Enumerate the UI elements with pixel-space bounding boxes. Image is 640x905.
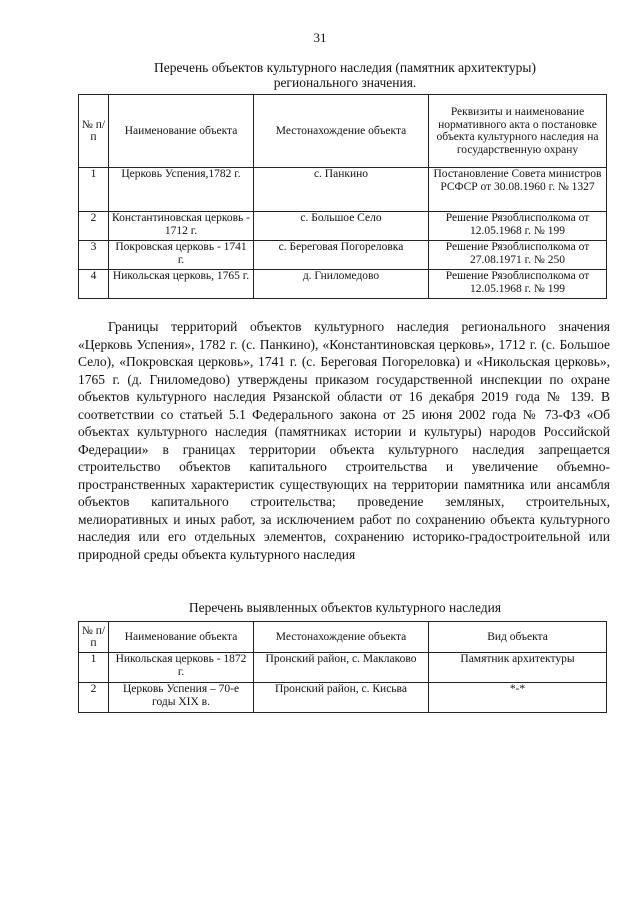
table-header-row (79, 622, 607, 653)
cell-num: 3 (79, 241, 109, 270)
table-header-row (79, 95, 607, 168)
header-location: Местонахождение объекта (254, 95, 429, 168)
header-name: Наименование объекта (109, 95, 254, 168)
cell-name: Церковь Успения – 70-е годы XIX в. (109, 683, 254, 713)
cell-details: Решение Рязоблисполкома от 12.05.1968 г. № 199 (429, 270, 607, 299)
cell-name: Константиновская церковь - 1712 г. (109, 212, 254, 241)
header-details: Реквизиты и наименование нормативного акта о постановке объекта культурного наследия на государственную охрану (429, 95, 607, 168)
table-row (79, 168, 607, 212)
table1-title-line1: Перечень объектов культурного наследия (памятник архитектуры) (154, 60, 536, 75)
header-num: № п/п (79, 622, 109, 653)
table1-title-line2: регионального значения. (273, 75, 417, 90)
cell-num: 1 (79, 653, 109, 683)
cell-location: с. Панкино (254, 168, 429, 212)
cell-name: Покровская церковь - 1741 г. (109, 241, 254, 270)
table-row (79, 270, 607, 299)
table-row (79, 212, 607, 241)
cell-num: 4 (79, 270, 109, 299)
cell-type: *-* (429, 683, 607, 713)
cell-details: Решение Рязоблисполкома от 27.08.1971 г. № 250 (429, 241, 607, 270)
header-location: Местонахождение объекта (254, 622, 429, 653)
page-number: 31 (313, 30, 327, 45)
header-type: Вид объекта (429, 622, 607, 653)
body-paragraph: Границы территорий объектов культурного наследия регионального значения «Церковь Успения», 1782 г. (с. Панкино), «Константиновская церковь», 1712 г. (с. Большое Село), «Покровская церковь», 1741 г. (с. Береговая Погореловка) и «Никольская церковь», 1765 г. (д. Гниломедово) утверждены приказом государственной инспекции по охране объектов культурного наследия Рязанской области от 16 декабря 2019 года № 139. В соответствии со статьей 5.1 Федерального закона от 25 июня 2002 года № 73-ФЗ «Об объектах культурного наследия (памятниках истории и культуры) народов Российской Федерации» в границах территории объекта культурного наследия запрещается строительство объектов капитального строительства и увеличение объемно-пространственных характеристик существующих на территории памятника или ансамбля объектов капитального строительства; проведение земляных, строительных, мелиоративных и иных работ, за исключением работ по сохранению объекта культурного наследия или его отдельных элементов, сохранению историко-градостроительной или природной среды объекта культурного наследия (78, 319, 610, 562)
table-row (79, 653, 607, 683)
header-name: Наименование объекта (109, 622, 254, 653)
table-row (79, 683, 607, 713)
cell-location: Пронский район, с. Маклаково (254, 653, 429, 683)
cell-type: Памятник архитектуры (429, 653, 607, 683)
table1-title (80, 60, 610, 90)
cell-num: 1 (79, 168, 109, 212)
header-num: № п/п (79, 95, 109, 168)
table-row (79, 241, 607, 270)
cell-location: д. Гниломедово (254, 270, 429, 299)
cell-name: Никольская церковь, 1765 г. (109, 270, 254, 299)
cell-details: Постановление Совета министров РСФСР от 30.08.1960 г. № 1327 (429, 168, 607, 212)
table2-title: Перечень выявленных объектов культурного наследия (188, 600, 502, 615)
cell-location: с. Большое Село (254, 212, 429, 241)
cell-num: 2 (79, 212, 109, 241)
cell-name: Никольская церковь - 1872 г. (109, 653, 254, 683)
cell-location: Пронский район, с. Кисьва (254, 683, 429, 713)
cell-num: 2 (79, 683, 109, 713)
identified-objects-table (78, 621, 607, 713)
heritage-objects-table (78, 94, 607, 299)
cell-location: с. Береговая Погореловка (254, 241, 429, 270)
cell-name: Церковь Успения,1782 г. (109, 168, 254, 212)
cell-details: Решение Рязоблисполкома от 12.05.1968 г. № 199 (429, 212, 607, 241)
